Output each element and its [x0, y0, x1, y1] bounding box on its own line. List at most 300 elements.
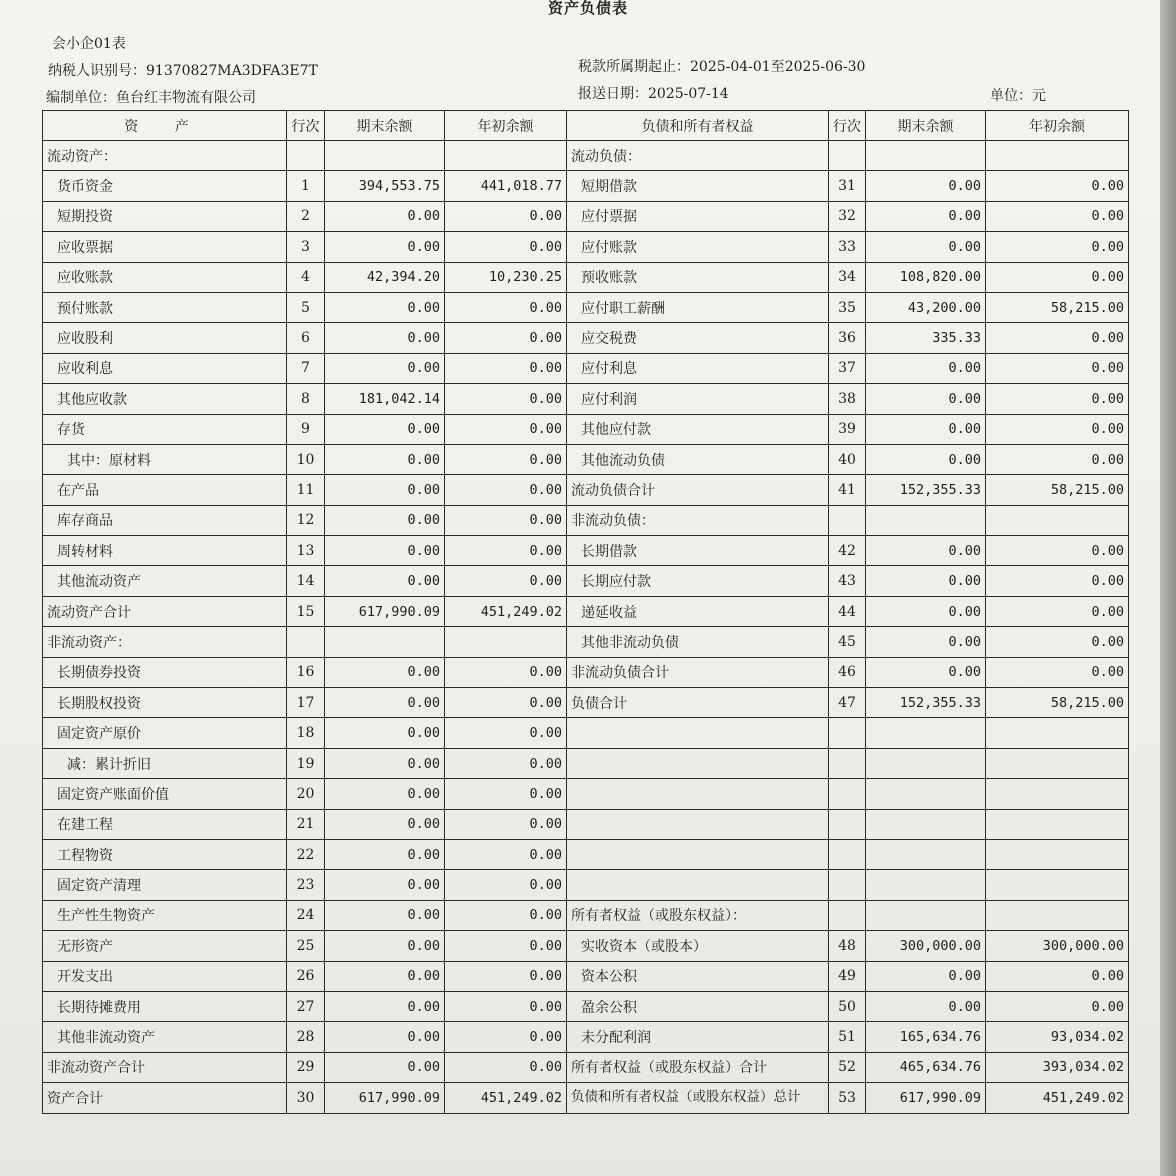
table-row: [43, 809, 1129, 839]
asset-end-balance: 42,394.20: [325, 262, 445, 292]
asset-line-no: 22: [287, 839, 325, 869]
liability-end-balance: 152,355.33: [866, 475, 986, 505]
asset-item: 短期投资: [43, 201, 287, 231]
asset-line-no: 16: [287, 657, 325, 687]
asset-line-no: 1: [287, 171, 325, 201]
asset-begin-balance: 451,249.02: [445, 1083, 567, 1113]
asset-item: 货币资金: [43, 171, 287, 201]
liability-begin-balance: 0.00: [986, 627, 1129, 657]
liability-item: 所有者权益（或股东权益）：: [567, 900, 829, 930]
liability-item: 非流动负债合计: [567, 657, 829, 687]
table-row: [43, 475, 1129, 505]
table-row: [43, 201, 1129, 231]
asset-item: 其他非流动资产: [43, 1022, 287, 1052]
table-row: [43, 353, 1129, 383]
liability-item: [567, 870, 829, 900]
liability-item: [567, 839, 829, 869]
asset-line-no: 15: [287, 596, 325, 626]
asset-end-balance: [325, 627, 445, 657]
asset-begin-balance: 0.00: [445, 900, 567, 930]
table-row: [43, 839, 1129, 869]
table-row: [43, 262, 1129, 292]
asset-end-balance: 0.00: [325, 505, 445, 535]
asset-end-balance: 0.00: [325, 444, 445, 474]
liability-begin-balance: [986, 779, 1129, 809]
liability-begin-balance: 0.00: [986, 232, 1129, 262]
asset-begin-balance: 0.00: [445, 839, 567, 869]
liability-begin-balance: 0.00: [986, 991, 1129, 1021]
liability-end-balance: [866, 505, 986, 535]
table-row: [43, 870, 1129, 900]
liability-begin-balance: 0.00: [986, 323, 1129, 353]
unit-label: 单位：元: [990, 88, 1046, 104]
asset-line-no: 7: [287, 353, 325, 383]
liability-line-no: [829, 748, 866, 778]
liability-item: 短期借款: [567, 171, 829, 201]
table-row: [43, 961, 1129, 991]
liability-end-balance: [866, 900, 986, 930]
liability-item: 应付职工薪酬: [567, 292, 829, 322]
liability-begin-balance: 0.00: [986, 201, 1129, 231]
liability-line-no: 33: [829, 232, 866, 262]
asset-item: 长期股权投资: [43, 688, 287, 718]
liability-end-balance: 0.00: [866, 353, 986, 383]
table-row: [43, 688, 1129, 718]
asset-begin-balance: 0.00: [445, 505, 567, 535]
asset-line-no: 10: [287, 444, 325, 474]
asset-line-no: 5: [287, 292, 325, 322]
asset-line-no: 17: [287, 688, 325, 718]
asset-line-no: 28: [287, 1022, 325, 1052]
asset-item: 应收利息: [43, 353, 287, 383]
asset-line-no: 8: [287, 384, 325, 414]
asset-end-balance: 0.00: [325, 323, 445, 353]
liability-begin-balance: [986, 718, 1129, 748]
asset-begin-balance: 451,249.02: [445, 596, 567, 626]
liability-item: 应付利润: [567, 384, 829, 414]
asset-line-no: 25: [287, 931, 325, 961]
asset-end-balance: 181,042.14: [325, 384, 445, 414]
liability-end-balance: 0.00: [866, 414, 986, 444]
liability-end-balance: 0.00: [866, 961, 986, 991]
asset-line-no: 20: [287, 779, 325, 809]
asset-item: 存货: [43, 414, 287, 444]
asset-end-balance: 0.00: [325, 536, 445, 566]
liability-end-balance: 0.00: [866, 596, 986, 626]
asset-end-balance: 0.00: [325, 566, 445, 596]
asset-begin-balance: 0.00: [445, 870, 567, 900]
asset-line-no: 19: [287, 748, 325, 778]
liability-item: 应付利息: [567, 353, 829, 383]
liability-end-balance: 152,355.33: [866, 688, 986, 718]
header-begin-balance-2: 年初余额: [986, 111, 1129, 141]
liability-line-no: [829, 839, 866, 869]
liability-item: 其他应付款: [567, 414, 829, 444]
liability-line-no: 40: [829, 444, 866, 474]
liability-end-balance: 0.00: [866, 384, 986, 414]
asset-line-no: 30: [287, 1083, 325, 1113]
asset-end-balance: 394,553.75: [325, 171, 445, 201]
asset-item: 应收股利: [43, 323, 287, 353]
asset-end-balance: 0.00: [325, 475, 445, 505]
asset-item: 固定资产清理: [43, 870, 287, 900]
asset-end-balance: 0.00: [325, 292, 445, 322]
asset-end-balance: 0.00: [325, 961, 445, 991]
asset-begin-balance: [445, 141, 567, 171]
table-row: [43, 718, 1129, 748]
form-code: 会小企01表: [52, 36, 126, 52]
asset-line-no: 26: [287, 961, 325, 991]
liability-end-balance: 0.00: [866, 627, 986, 657]
liability-item: 其他非流动负债: [567, 627, 829, 657]
asset-begin-balance: 0.00: [445, 1022, 567, 1052]
liability-line-no: [829, 779, 866, 809]
liability-begin-balance: 0.00: [986, 353, 1129, 383]
liability-begin-balance: 58,215.00: [986, 475, 1129, 505]
taxpayer-id: 纳税人识别号：91370827MA3DFA3E7T: [48, 63, 318, 79]
liability-begin-balance: [986, 870, 1129, 900]
asset-item: 减：累计折旧: [43, 748, 287, 778]
liability-end-balance: 617,990.09: [866, 1083, 986, 1113]
asset-end-balance: [325, 141, 445, 171]
asset-item: 在产品: [43, 475, 287, 505]
liability-end-balance: 0.00: [866, 657, 986, 687]
liability-line-no: 42: [829, 536, 866, 566]
liability-line-no: 49: [829, 961, 866, 991]
document-title: 资产负债表: [547, 0, 628, 17]
table-row: [43, 1052, 1129, 1082]
liability-line-no: 36: [829, 323, 866, 353]
liability-item: 应交税费: [567, 323, 829, 353]
liability-begin-balance: 58,215.00: [986, 688, 1129, 718]
paper-edge: [1160, 0, 1176, 1176]
asset-line-no: 4: [287, 262, 325, 292]
asset-item: 在建工程: [43, 809, 287, 839]
liability-begin-balance: 0.00: [986, 444, 1129, 474]
header-row: [43, 111, 1129, 141]
liability-end-balance: 0.00: [866, 444, 986, 474]
asset-line-no: 14: [287, 566, 325, 596]
liability-item: 负债合计: [567, 688, 829, 718]
liability-item: 实收资本（或股本）: [567, 931, 829, 961]
liability-begin-balance: 0.00: [986, 657, 1129, 687]
asset-line-no: 9: [287, 414, 325, 444]
header-begin-balance: 年初余额: [445, 111, 567, 141]
asset-end-balance: 0.00: [325, 718, 445, 748]
liability-end-balance: [866, 748, 986, 778]
asset-begin-balance: 0.00: [445, 353, 567, 383]
liability-end-balance: [866, 870, 986, 900]
asset-item: 其中：原材料: [43, 444, 287, 474]
liability-line-no: 47: [829, 688, 866, 718]
liability-item: 长期应付款: [567, 566, 829, 596]
table-row: [43, 657, 1129, 687]
liability-line-no: [829, 900, 866, 930]
asset-begin-balance: 0.00: [445, 657, 567, 687]
asset-item: 流动资产合计: [43, 596, 287, 626]
liability-begin-balance: 393,034.02: [986, 1052, 1129, 1082]
asset-begin-balance: 441,018.77: [445, 171, 567, 201]
asset-end-balance: 0.00: [325, 779, 445, 809]
liability-end-balance: 465,634.76: [866, 1052, 986, 1082]
asset-line-no: [287, 627, 325, 657]
table-row: [43, 232, 1129, 262]
liability-end-balance: 0.00: [866, 232, 986, 262]
liability-item: 流动负债：: [567, 141, 829, 171]
header-liabilities-equity: 负债和所有者权益: [567, 111, 829, 141]
header-line: 行次: [287, 111, 325, 141]
tax-period: 税款所属期起止：2025-04-01至2025-06-30: [578, 59, 866, 75]
liability-begin-balance: 0.00: [986, 566, 1129, 596]
liability-item: [567, 718, 829, 748]
asset-end-balance: 0.00: [325, 201, 445, 231]
liability-line-no: 44: [829, 596, 866, 626]
asset-end-balance: 0.00: [325, 748, 445, 778]
asset-begin-balance: 0.00: [445, 201, 567, 231]
asset-line-no: 12: [287, 505, 325, 535]
table-row: [43, 627, 1129, 657]
liability-begin-balance: 0.00: [986, 171, 1129, 201]
liability-line-no: [829, 809, 866, 839]
header-end-balance-2: 期末余额: [866, 111, 986, 141]
table-row: [43, 931, 1129, 961]
liability-line-no: 34: [829, 262, 866, 292]
table-row: [43, 566, 1129, 596]
asset-end-balance: 0.00: [325, 931, 445, 961]
liability-line-no: 41: [829, 475, 866, 505]
asset-item: 资产合计: [43, 1083, 287, 1113]
asset-begin-balance: 0.00: [445, 748, 567, 778]
liability-begin-balance: 0.00: [986, 384, 1129, 414]
table-row: [43, 900, 1129, 930]
liability-item: 流动负债合计: [567, 475, 829, 505]
asset-end-balance: 617,990.09: [325, 596, 445, 626]
asset-end-balance: 0.00: [325, 809, 445, 839]
asset-end-balance: 0.00: [325, 900, 445, 930]
table-row: [43, 384, 1129, 414]
asset-item: 非流动资产合计: [43, 1052, 287, 1082]
liability-end-balance: [866, 809, 986, 839]
liability-begin-balance: [986, 141, 1129, 171]
asset-item: 库存商品: [43, 505, 287, 535]
liability-line-no: [829, 141, 866, 171]
asset-end-balance: 0.00: [325, 1052, 445, 1082]
liability-line-no: [829, 505, 866, 535]
table-row: [43, 596, 1129, 626]
liability-line-no: 53: [829, 1083, 866, 1113]
liability-end-balance: [866, 718, 986, 748]
table-row: [43, 1083, 1129, 1113]
liability-end-balance: 0.00: [866, 536, 986, 566]
liability-line-no: 51: [829, 1022, 866, 1052]
asset-line-no: [287, 141, 325, 171]
balance-sheet-table: [42, 110, 1129, 1114]
asset-begin-balance: 0.00: [445, 809, 567, 839]
liability-begin-balance: 58,215.00: [986, 292, 1129, 322]
asset-line-no: 29: [287, 1052, 325, 1082]
asset-item: 无形资产: [43, 931, 287, 961]
asset-item: 工程物资: [43, 839, 287, 869]
liability-line-no: 45: [829, 627, 866, 657]
asset-begin-balance: 0.00: [445, 384, 567, 414]
liability-begin-balance: [986, 748, 1129, 778]
asset-line-no: 27: [287, 991, 325, 1021]
asset-line-no: 18: [287, 718, 325, 748]
asset-end-balance: 0.00: [325, 353, 445, 383]
asset-line-no: 11: [287, 475, 325, 505]
liability-item: 未分配利润: [567, 1022, 829, 1052]
asset-item: 应收票据: [43, 232, 287, 262]
table-row: [43, 779, 1129, 809]
liability-begin-balance: 0.00: [986, 596, 1129, 626]
liability-item: 资本公积: [567, 961, 829, 991]
liability-item: 预收账款: [567, 262, 829, 292]
liability-line-no: [829, 870, 866, 900]
liability-line-no: 32: [829, 201, 866, 231]
asset-item: 预付账款: [43, 292, 287, 322]
asset-begin-balance: 0.00: [445, 292, 567, 322]
asset-begin-balance: 0.00: [445, 779, 567, 809]
table-row: [43, 1022, 1129, 1052]
liability-end-balance: [866, 779, 986, 809]
liability-begin-balance: [986, 505, 1129, 535]
liability-line-no: 43: [829, 566, 866, 596]
liability-end-balance: 165,634.76: [866, 1022, 986, 1052]
table-row: [43, 323, 1129, 353]
liability-line-no: 38: [829, 384, 866, 414]
asset-item: 生产性生物资产: [43, 900, 287, 930]
liability-begin-balance: 451,249.02: [986, 1083, 1129, 1113]
liability-line-no: 39: [829, 414, 866, 444]
asset-end-balance: 0.00: [325, 232, 445, 262]
liability-item: [567, 748, 829, 778]
asset-begin-balance: 0.00: [445, 991, 567, 1021]
liability-item: 盈余公积: [567, 991, 829, 1021]
asset-begin-balance: [445, 627, 567, 657]
asset-end-balance: 0.00: [325, 688, 445, 718]
header-end-balance: 期末余额: [325, 111, 445, 141]
asset-begin-balance: 0.00: [445, 414, 567, 444]
table-row: [43, 536, 1129, 566]
table-row: [43, 444, 1129, 474]
table-row: [43, 141, 1129, 171]
liability-begin-balance: [986, 809, 1129, 839]
asset-begin-balance: 10,230.25: [445, 262, 567, 292]
liability-begin-balance: 93,034.02: [986, 1022, 1129, 1052]
liability-item: 长期借款: [567, 536, 829, 566]
liability-line-no: 52: [829, 1052, 866, 1082]
liability-begin-balance: 300,000.00: [986, 931, 1129, 961]
asset-item: 开发支出: [43, 961, 287, 991]
liability-item: 应付票据: [567, 201, 829, 231]
asset-begin-balance: 0.00: [445, 931, 567, 961]
asset-line-no: 24: [287, 900, 325, 930]
table-row: [43, 505, 1129, 535]
asset-item: 周转材料: [43, 536, 287, 566]
asset-end-balance: 0.00: [325, 1022, 445, 1052]
liability-end-balance: 0.00: [866, 171, 986, 201]
asset-begin-balance: 0.00: [445, 718, 567, 748]
liability-item: 递延收益: [567, 596, 829, 626]
liability-item: 其他流动负债: [567, 444, 829, 474]
liability-line-no: 31: [829, 171, 866, 201]
asset-line-no: 6: [287, 323, 325, 353]
asset-item: 非流动资产：: [43, 627, 287, 657]
liability-end-balance: 108,820.00: [866, 262, 986, 292]
asset-end-balance: 0.00: [325, 991, 445, 1021]
liability-item: 应付账款: [567, 232, 829, 262]
table-row: [43, 414, 1129, 444]
asset-item: 固定资产原价: [43, 718, 287, 748]
liability-end-balance: 43,200.00: [866, 292, 986, 322]
liability-line-no: 35: [829, 292, 866, 322]
asset-begin-balance: 0.00: [445, 536, 567, 566]
asset-line-no: 3: [287, 232, 325, 262]
liability-line-no: 46: [829, 657, 866, 687]
asset-begin-balance: 0.00: [445, 444, 567, 474]
asset-line-no: 23: [287, 870, 325, 900]
liability-line-no: 37: [829, 353, 866, 383]
liability-end-balance: 0.00: [866, 566, 986, 596]
liability-line-no: 50: [829, 991, 866, 1021]
asset-begin-balance: 0.00: [445, 688, 567, 718]
asset-line-no: 21: [287, 809, 325, 839]
liability-line-no: 48: [829, 931, 866, 961]
liability-line-no: [829, 718, 866, 748]
liability-begin-balance: [986, 900, 1129, 930]
liability-item: 所有者权益（或股东权益）合计: [567, 1052, 829, 1082]
liability-begin-balance: 0.00: [986, 414, 1129, 444]
liability-item: [567, 809, 829, 839]
asset-begin-balance: 0.00: [445, 232, 567, 262]
liability-item: 非流动负债：: [567, 505, 829, 535]
asset-begin-balance: 0.00: [445, 1052, 567, 1082]
table-row: [43, 171, 1129, 201]
asset-item: 其他流动资产: [43, 566, 287, 596]
asset-line-no: 2: [287, 201, 325, 231]
liability-begin-balance: 0.00: [986, 536, 1129, 566]
liability-end-balance: 0.00: [866, 201, 986, 231]
asset-begin-balance: 0.00: [445, 323, 567, 353]
asset-item: 长期债券投资: [43, 657, 287, 687]
asset-item: 固定资产账面价值: [43, 779, 287, 809]
asset-line-no: 13: [287, 536, 325, 566]
header-line-2: 行次: [829, 111, 866, 141]
liability-end-balance: 300,000.00: [866, 931, 986, 961]
liability-begin-balance: 0.00: [986, 262, 1129, 292]
asset-begin-balance: 0.00: [445, 961, 567, 991]
liability-end-balance: 0.00: [866, 991, 986, 1021]
liability-begin-balance: 0.00: [986, 961, 1129, 991]
asset-item: 应收账款: [43, 262, 287, 292]
liability-begin-balance: [986, 839, 1129, 869]
preparer: 编制单位：鱼台红丰物流有限公司: [46, 90, 256, 106]
liability-item: [567, 779, 829, 809]
table-row: [43, 991, 1129, 1021]
asset-begin-balance: 0.00: [445, 475, 567, 505]
asset-end-balance: 0.00: [325, 414, 445, 444]
asset-end-balance: 617,990.09: [325, 1083, 445, 1113]
asset-item: 流动资产：: [43, 141, 287, 171]
report-date: 报送日期：2025-07-14: [578, 86, 729, 102]
asset-end-balance: 0.00: [325, 870, 445, 900]
liability-end-balance: [866, 839, 986, 869]
table-row: [43, 292, 1129, 322]
asset-item: 长期待摊费用: [43, 991, 287, 1021]
asset-end-balance: 0.00: [325, 839, 445, 869]
liability-end-balance: [866, 141, 986, 171]
asset-begin-balance: 0.00: [445, 566, 567, 596]
